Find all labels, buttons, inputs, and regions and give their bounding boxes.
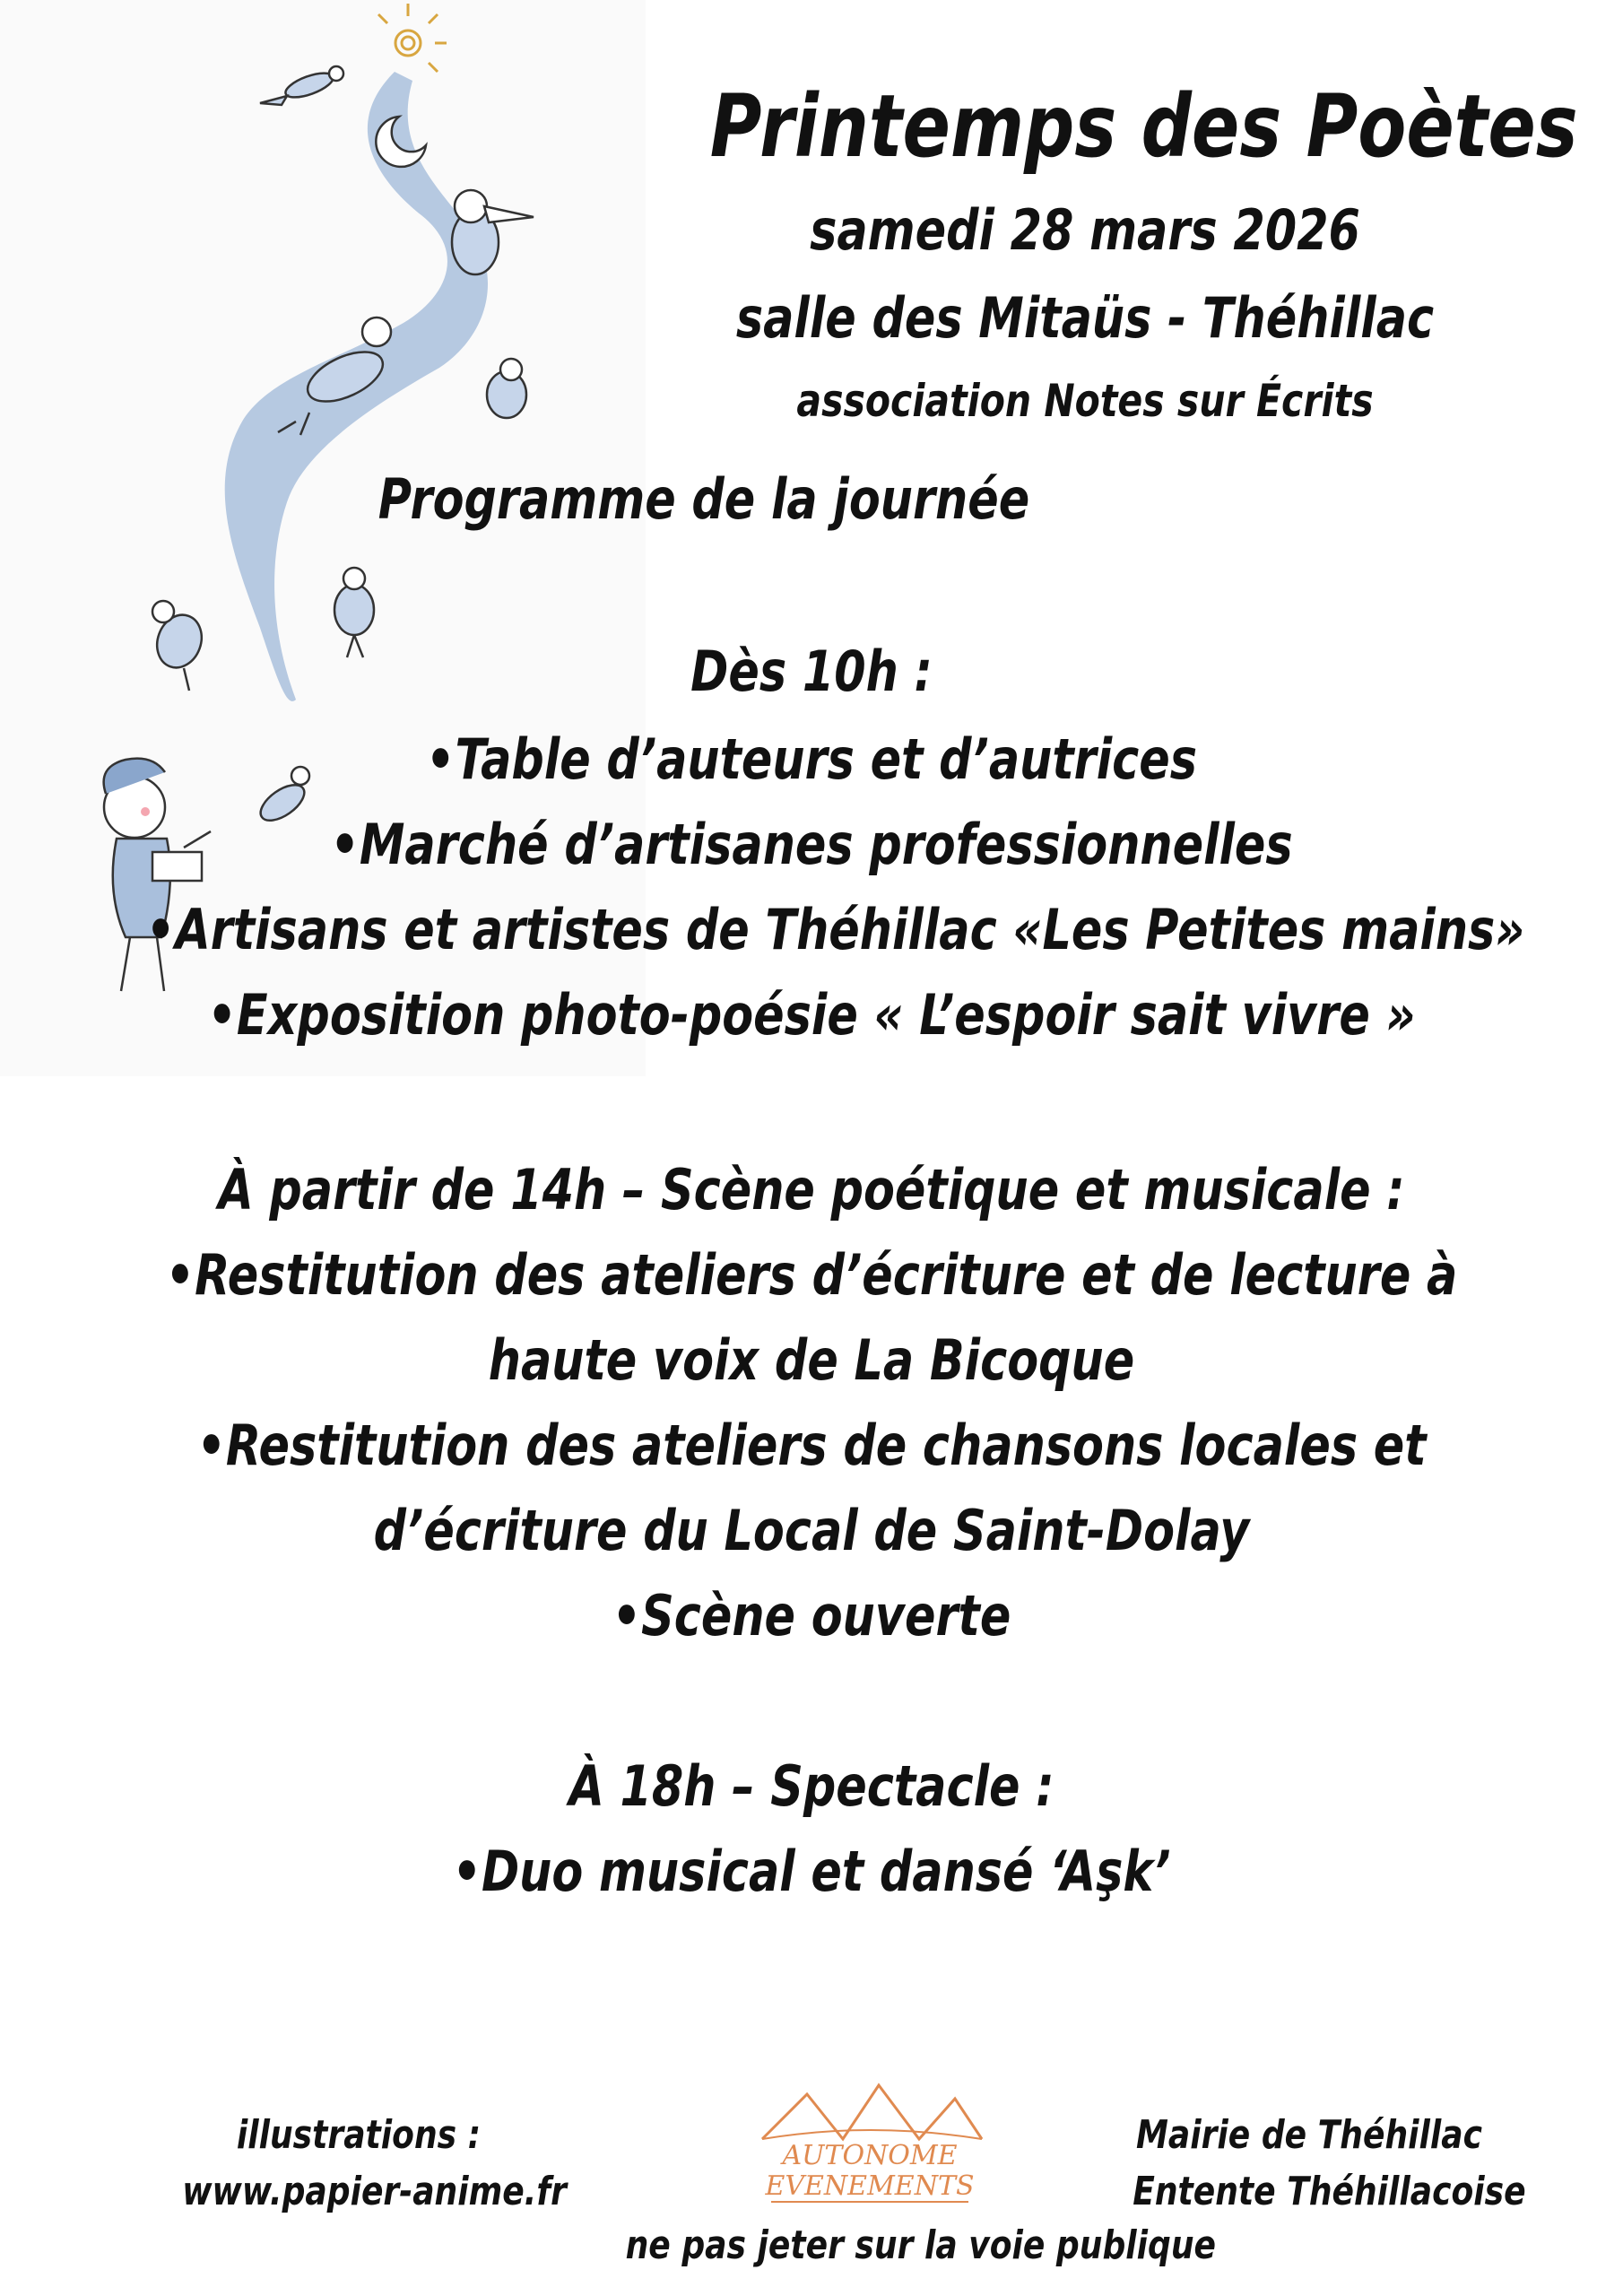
- morning-heading: Dès 10h :: [690, 639, 933, 704]
- evening-item: •Duo musical et dansé ‘Aşk’: [452, 1839, 1171, 1904]
- morning-item: •Artisans et artistes de Théhillac «Les Petites mains»: [145, 897, 1525, 962]
- event-venue: salle des Mitaüs - Théhillac: [735, 285, 1435, 351]
- illustrations-site[interactable]: www.papier-anime.fr: [182, 2169, 567, 2214]
- afternoon-line: d’écriture du Local de Saint-Dolay: [373, 1498, 1250, 1563]
- morning-item: •Table d’auteurs et d’autrices: [425, 726, 1198, 792]
- bird-icon: [260, 66, 343, 105]
- bird-icon: [452, 190, 534, 274]
- page-title: Printemps des Poètes: [709, 76, 1578, 177]
- afternoon-line: •Scène ouverte: [612, 1583, 1011, 1648]
- afternoon-line: haute voix de La Bicoque: [488, 1327, 1135, 1393]
- morning-item: •Exposition photo-poésie « L’espoir sait vivre »: [207, 982, 1416, 1048]
- illustrations-label: illustrations :: [236, 2112, 482, 2158]
- logo-line1: AUTONOME: [782, 2140, 958, 2171]
- event-date: samedi 28 mars 2026: [810, 197, 1360, 263]
- autonome-evenements-logo: [744, 2058, 995, 2211]
- partner-entente: Entente Théhillacoise: [1133, 2169, 1526, 2214]
- afternoon-line: •Restitution des ateliers de chansons locales et: [196, 1413, 1427, 1478]
- evening-heading: À 18h – Spectacle :: [568, 1753, 1055, 1819]
- bird-icon: [487, 359, 526, 418]
- programme-heading: Programme de la journée: [378, 466, 1030, 532]
- partner-mairie: Mairie de Théhillac: [1136, 2112, 1482, 2158]
- afternoon-heading: À partir de 14h – Scène poétique et musicale :: [218, 1157, 1405, 1222]
- logo-line2: EVENEMENTS: [765, 2170, 975, 2202]
- afternoon-line: •Restitution des ateliers d’écriture et de lecture à: [165, 1242, 1458, 1308]
- sun-icon: [378, 4, 447, 72]
- event-organizer: association Notes sur Écrits: [796, 375, 1374, 427]
- disposal-notice: ne pas jeter sur la voie publique: [625, 2222, 1216, 2268]
- morning-item: •Marché d’artisanes professionnelles: [330, 812, 1293, 877]
